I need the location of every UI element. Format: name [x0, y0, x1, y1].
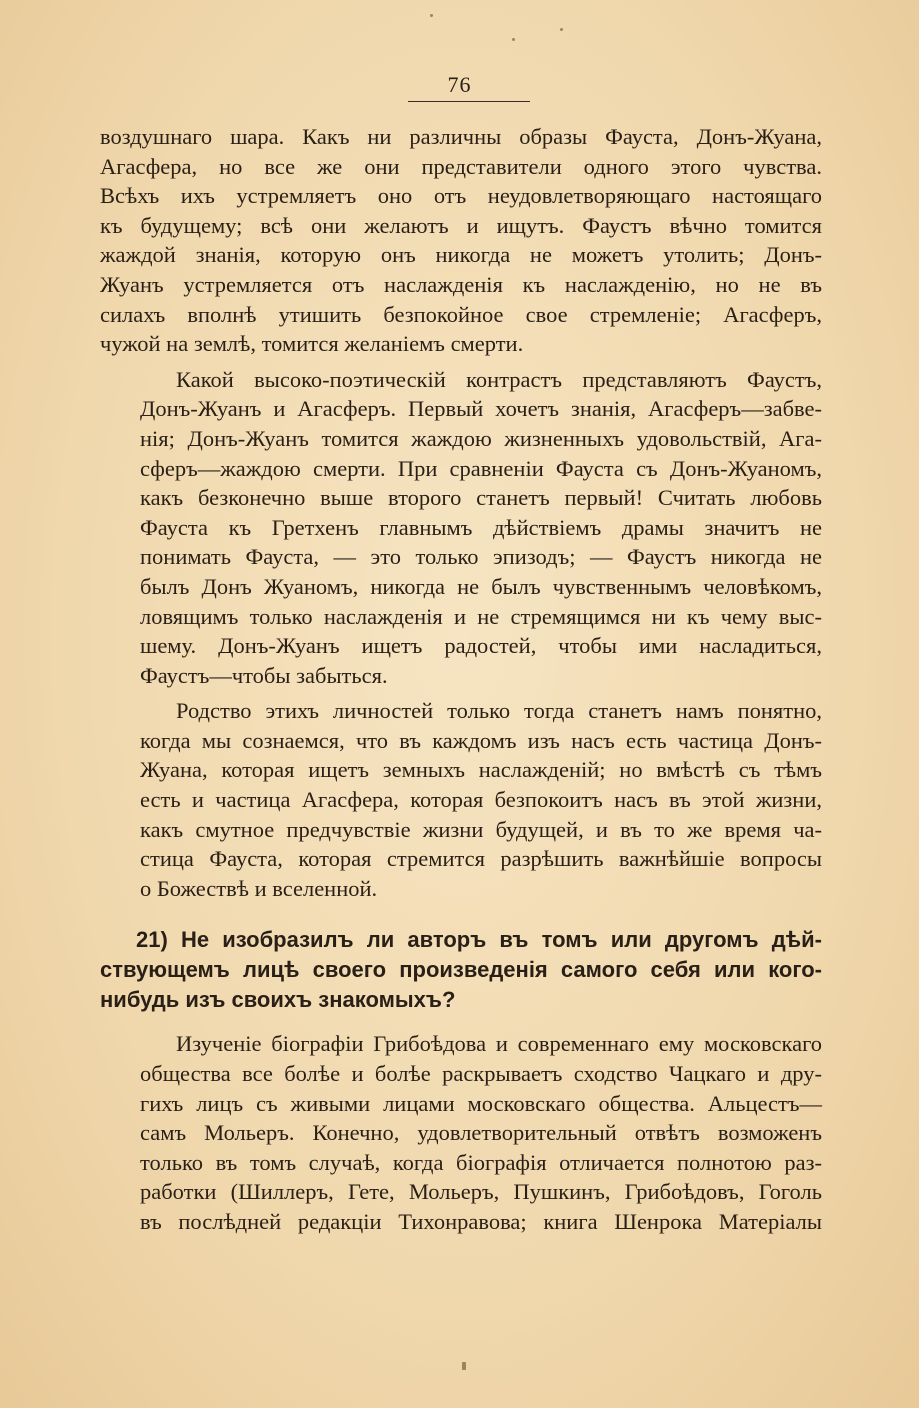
- text-line: Фауста къ Гретхенъ главнымъ дѣйствіемъ драмы значитъ не: [140, 514, 822, 540]
- paragraph-kinship: [100, 696, 822, 903]
- text-line: гихъ лицъ съ живыми лицами московскаго общества. Альцестъ—: [140, 1090, 822, 1116]
- text-line: какъ смутное предчувствіе жизни будущей, и въ то же время ча-: [140, 816, 822, 842]
- text-line: есть и частица Агасфера, которая безпокоитъ насъ въ этой жизни,: [140, 787, 822, 813]
- text-line: какъ безконечно выше второго станетъ первый! Считать любовь: [140, 485, 822, 511]
- text-line: въ послѣдней редакціи Тихонравова; книга Шенрока Матеріалы: [140, 1209, 822, 1234]
- text-line: шему. Донъ-Жуанъ ищетъ радостей, чтобы ими насладиться,: [140, 633, 822, 659]
- text-line: понимать Фауста, — это только эпизодъ; — Фаустъ никогда не: [140, 544, 822, 570]
- text-line: работки (Шиллеръ, Гете, Мольеръ, Пушкинъ, Грибоѣдовъ, Гоголь: [140, 1179, 822, 1205]
- text-line: Изученіе біографіи Грибоѣдова и современнаго ему московскаго: [176, 1031, 822, 1057]
- text-line: воздушнаго шара. Какъ ни различны образы Фауста, Донъ-Жуана,: [100, 124, 822, 149]
- text-line: нія; Донъ-Жуанъ томится жаждою жизненныхъ удовольствій, Ага-: [140, 425, 822, 451]
- paper-fleck: [512, 38, 515, 41]
- question-line: ствующемъ лицѣ своего произведенія самого себя или кого-: [100, 957, 822, 983]
- text-line: Жуана, которая ищетъ земныхъ наслажденій; но вмѣстѣ съ тѣмъ: [140, 757, 822, 783]
- text-line: къ будущему; всѣ они желаютъ и ищутъ. Фаустъ вѣчно томится: [100, 212, 822, 238]
- text-line: Жуанъ устремляется отъ наслажденія къ наслажденію, но не въ: [100, 271, 822, 297]
- paper-fleck: [462, 1362, 466, 1370]
- paper-fleck: [430, 14, 433, 17]
- question-line: 21) Не изобразилъ ли авторъ въ томъ или другомъ дѣй-: [136, 927, 822, 953]
- text-line: чужой на землѣ, томится желаніемъ смерти.: [100, 331, 524, 357]
- page-number: 76: [447, 72, 472, 97]
- text-line: сферъ—жаждою смерти. При сравненіи Фауста съ Донъ-Жуаномъ,: [140, 455, 822, 481]
- text-line: о Божествѣ и вселенной.: [140, 875, 378, 901]
- text-line: Какой высоко-поэтическій контрастъ представляютъ Фаустъ,: [176, 366, 822, 392]
- question-line: нибудь изъ своихъ знакомыхъ?: [100, 987, 456, 1013]
- paragraph-continuation: [100, 122, 822, 359]
- text-line: самъ Мольеръ. Конечно, удовлетворительный отвѣтъ возможенъ: [140, 1120, 822, 1146]
- text-line: жаждой знанія, которую онъ никогда не можетъ утолить; Донъ-: [100, 242, 822, 268]
- text-line: Всѣхъ ихъ устремляетъ оно отъ неудовлетворяющаго настоящаго: [100, 183, 822, 209]
- question-21: [100, 925, 822, 1015]
- text-line: былъ Донъ Жуаномъ, никогда не былъ чувственнымъ человѣкомъ,: [140, 573, 822, 599]
- text-line: только въ томъ случаѣ, когда біографія отличается полнотою раз-: [140, 1149, 822, 1175]
- text-line: Донъ-Жуанъ и Агасферъ. Первый хочетъ знанія, Агасферъ—забве-: [140, 396, 822, 422]
- paragraph-contrast: [100, 365, 822, 691]
- text-line: Агасфера, но все же они представители одного этого чувства.: [100, 153, 822, 179]
- text-line: стица Фауста, которая стремится разрѣшить важнѣйшіе вопросы: [140, 846, 822, 872]
- text-line: общества все болѣе и болѣе раскрываетъ сходство Чацкаго и дру-: [140, 1061, 822, 1087]
- text-line: когда мы сознаемся, что въ каждомъ изъ насъ есть частица Донъ-: [140, 727, 822, 753]
- page-text: [100, 122, 822, 1237]
- text-line: силахъ вполнѣ утишить безпокойное свое стремленіе; Агасферъ,: [100, 301, 822, 327]
- text-line: Фаустъ—чтобы забыться.: [140, 662, 388, 688]
- paragraph-biography: [100, 1029, 822, 1236]
- text-line: Родство этихъ личностей только тогда станетъ намъ понятно,: [176, 698, 822, 724]
- paper-fleck: [560, 28, 563, 31]
- header-rule: [408, 101, 530, 102]
- text-line: ловящимъ только наслажденія и не стремящимся ни къ чему выс-: [140, 603, 822, 629]
